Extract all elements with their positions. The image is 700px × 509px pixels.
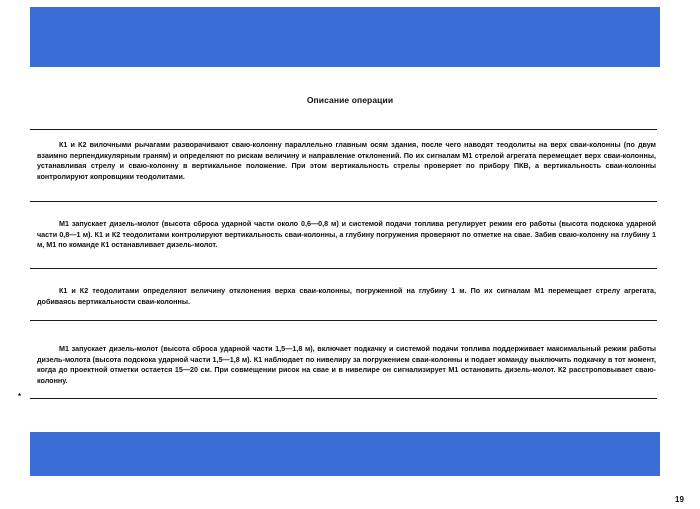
divider-rule [30,201,657,202]
divider-rule [30,129,657,130]
divider-rule [30,320,657,321]
divider-rule [30,398,657,399]
page-number: 19 [675,495,684,504]
margin-mark: * [18,392,22,401]
section-heading: Описание операции [306,95,394,105]
operation-step-3: К1 и К2 теодолитами определяют величину отклонения верха сваи-колонны, погруженной на глубину 1 м. По их сигналам М1 перемещает стрелу агрегата, добиваясь вертикальности сваи-колонны. [37,286,656,306]
top-color-band [30,7,660,67]
operation-step-4: М1 запускает дизель-молот (высота сброса ударной части 1,5—1,8 м), включает подкачку и системой подачи топлива поддерживает максимальный режим работы дизель-молота (высота подскока ударной части 1,5—1,8 м). К1 наблюдает по нивелиру за погружением сваи-колонны и подает команду выключить подкачку в тот момент, когда до проектной отметки остается 15—20 см. При совмещении рисок на свае и в нивелире он сигнализирует М1 остановить дизель-молот. К2 расстроповывает сваю-колонну. [37,344,656,385]
operation-step-2: М1 запускает дизель-молот (высота сброса ударной части около 0,6—0,8 м) и системой подачи топлива регулирует режим его работы (высота подскока ударной части 0,8—1 м). К1 и К2 теодолитами контролируют вертикальность сваи-колонны, а глубину погружения проверяют по отметке на свае. Забив сваю-колонну на глубину 1 м, М1 по команде К1 останавливает дизель-молот. [37,219,656,250]
operation-step-1: К1 и К2 вилочными рычагами разворачивают сваю-колонну параллельно главным осям здания, после чего наводят теодолиты на верх сваи-колонны (по двум взаимно перпендикулярным граням) и определяют по рискам величину и направление отклонений. По их сигналам М1 стрелой агрегата перемещает верх сваи-колонны, устанавливая стрелу и сваю-колонну в вертикальное положение. При этом вертикальность стрелы проверяет по прибору ПКВ, а вертикальность сваи-колонны контролируют копровщики теодолитами. [37,140,656,181]
divider-rule [30,268,657,269]
bottom-color-band [30,432,660,476]
